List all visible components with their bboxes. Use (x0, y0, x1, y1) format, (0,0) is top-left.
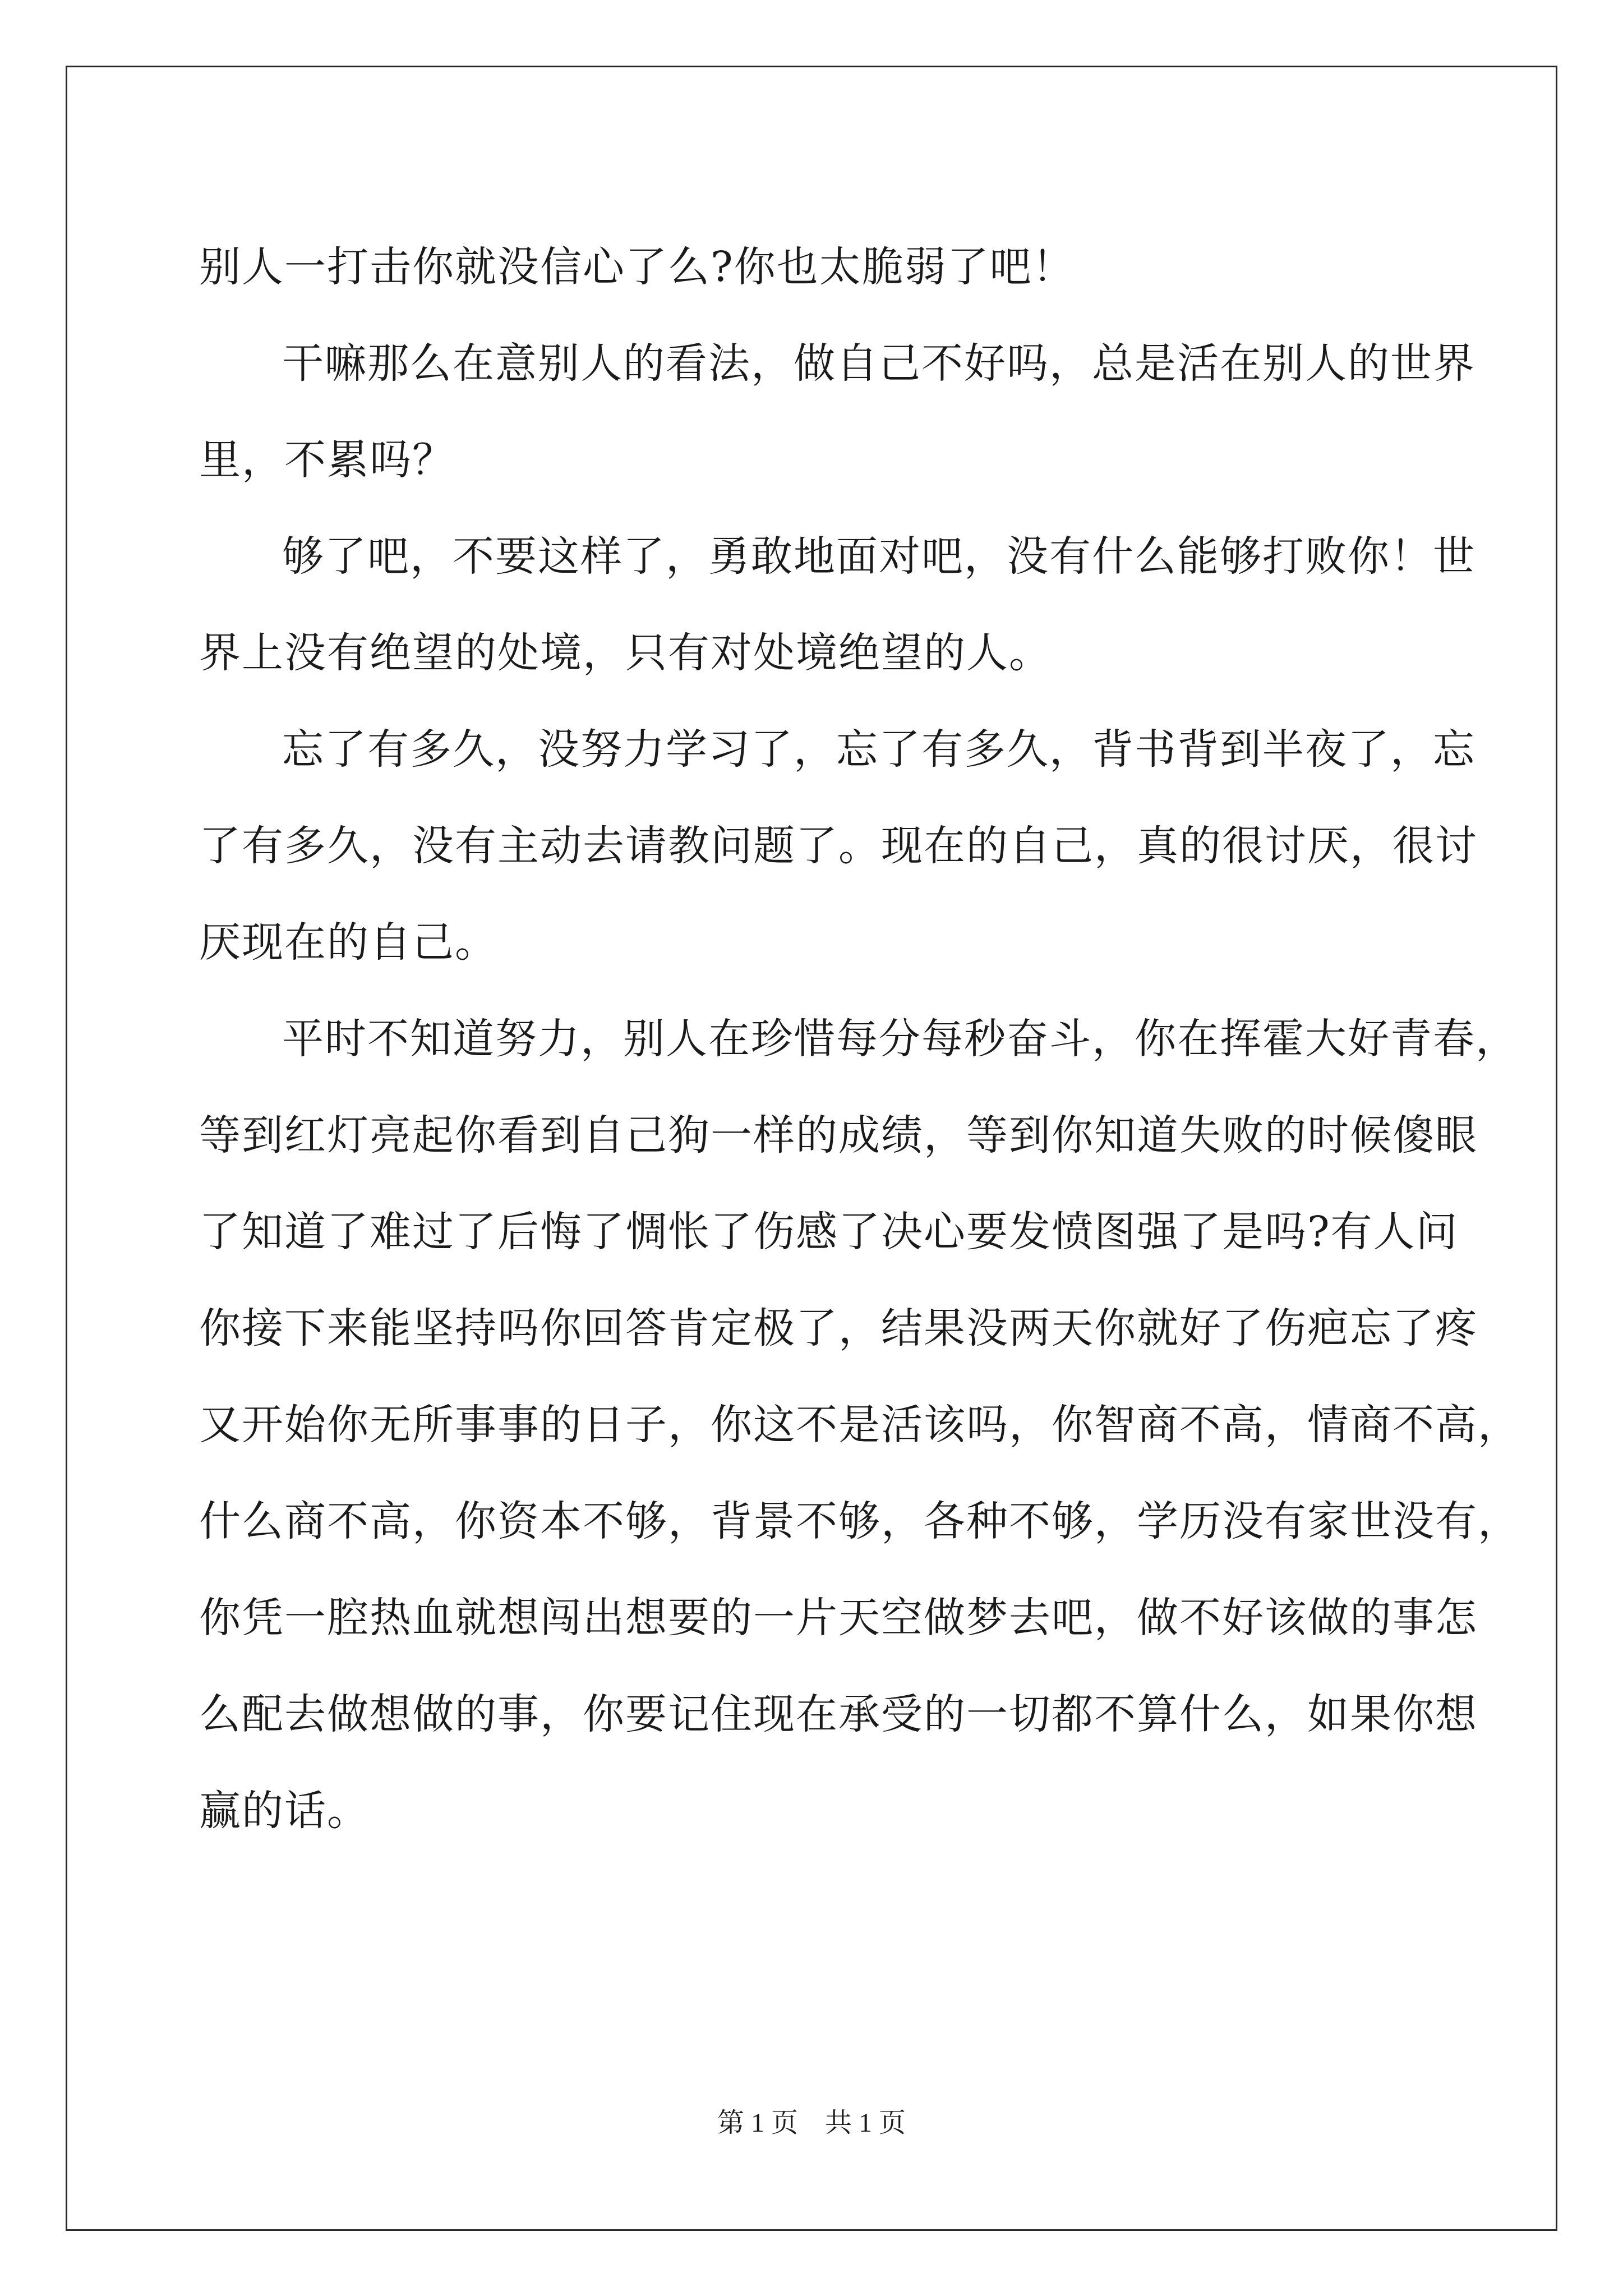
text-line: 里，不累吗？ (199, 436, 455, 484)
text-line: 别人一打击你就没信心了么?你也太脆弱了吧！ (199, 243, 1075, 291)
text-line: 么配去做想做的事，你要记住现在承受的一切都不算什么，如果你想 (199, 1690, 1478, 1738)
text-line: 界上没有绝望的处境，只有对处境绝望的人。 (199, 629, 1052, 677)
document-body (199, 219, 1520, 1859)
text-line: 了有多久，没有主动去请教问题了。现在的自己，真的很讨厌，很讨 (199, 822, 1478, 870)
text-line: 干嘛那么在意别人的看法，做自己不好吗，总是活在别人的世界 (282, 339, 1476, 388)
text-line: 够了吧，不要这样了，勇敢地面对吧，没有什么能够打败你！世 (282, 532, 1476, 581)
text-line: 你接下来能坚持吗你回答肯定极了，结果没两天你就好了伤疤忘了疼 (199, 1304, 1478, 1352)
text-line: 厌现在的自己。 (199, 918, 497, 967)
text-line: 你凭一腔热血就想闯出想要的一片天空做梦去吧，做不好该做的事怎 (199, 1594, 1478, 1642)
text-line: 又开始你无所事事的日子，你这不是活该吗，你智商不高，情商不高， (199, 1401, 1520, 1449)
text-line: 等到红灯亮起你看到自己狗一样的成绩，等到你知道失败的时候傻眼 (199, 1111, 1478, 1159)
text-line: 忘了有多久，没努力学习了，忘了有多久，背书背到半夜了，忘 (282, 725, 1476, 774)
text-line: 赢的话。 (199, 1787, 370, 1835)
page-number-footer: 第 1 页 共 1 页 (717, 2108, 906, 2138)
text-line: 什么商不高，你资本不够，背景不够，各种不够，学历没有家世没有， (199, 1497, 1520, 1545)
text-line: 了知道了难过了后悔了惆怅了伤感了决心要发愤图强了是吗?有人问 (199, 1208, 1459, 1256)
text-line: 平时不知道努力，别人在珍惜每分每秒奋斗，你在挥霍大好青春， (282, 1015, 1518, 1063)
